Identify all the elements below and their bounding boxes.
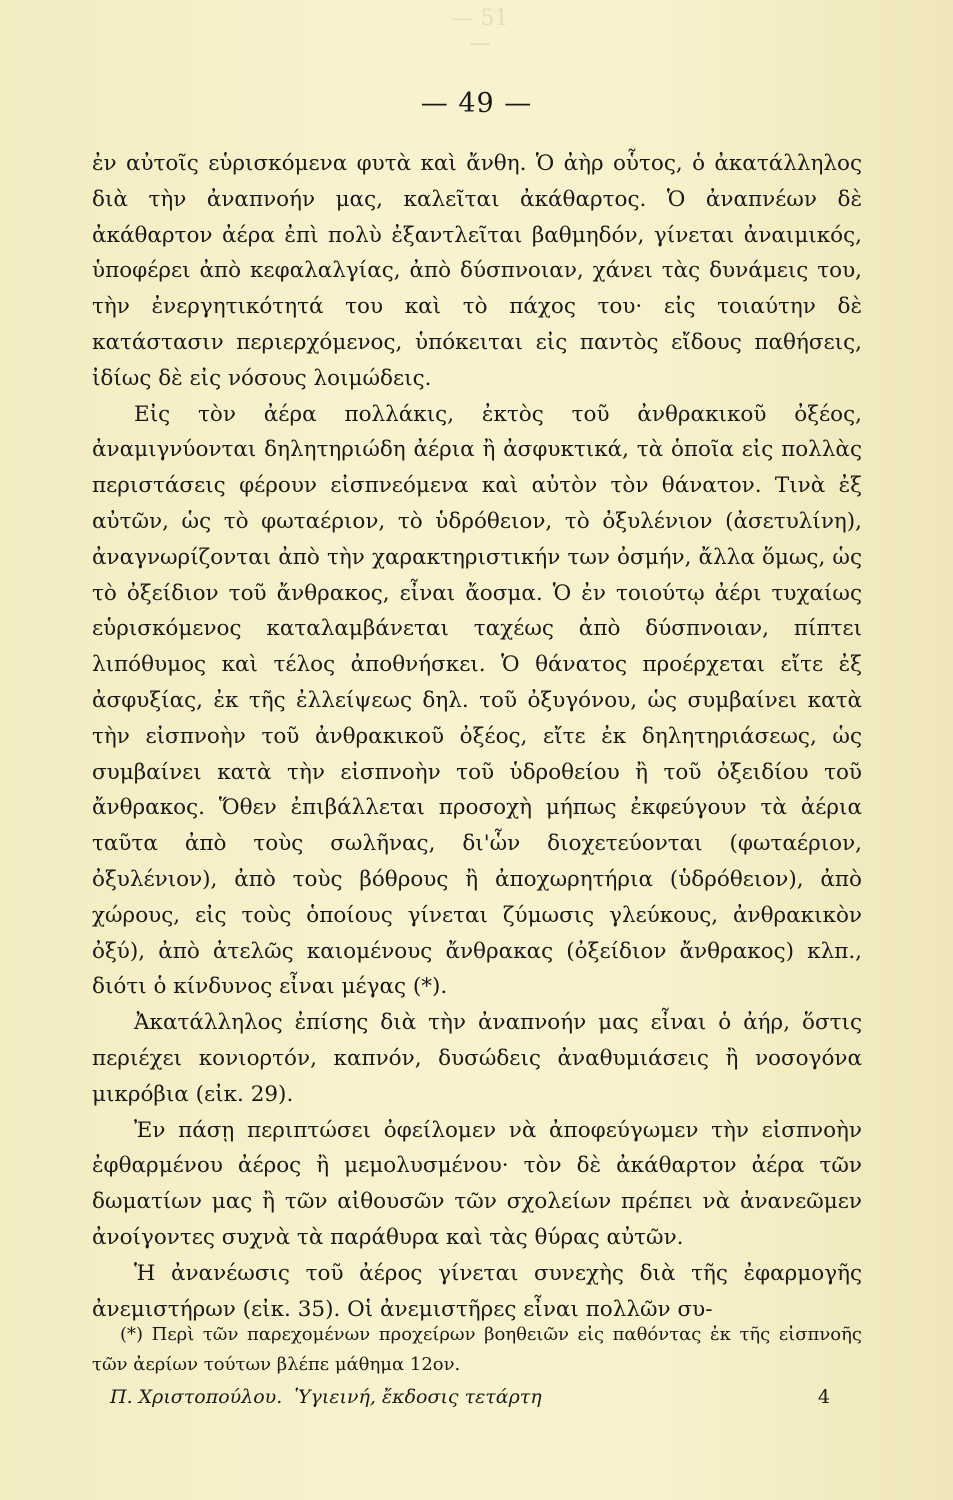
paragraph: Εἰς τὸν ἀέρα πολλάκις, ἐκτὸς τοῦ ἀνθρακικοῦ ὀξέος, ἀναμιγνύονται δηλητηριώδη ἀέρια ἢ ἀσφυκτικά, τὰ ὁποῖα εἰς πολλὰς περιστάσεις φέρουν εἰσπνεόμενα καὶ αὐτὸν τὸν θάνατον. Τινὰ ἐξ αὐτῶν, ὡς τὸ φωταέριον, τὸ ὑδρόθειον, τὸ ὀξυλένιον (ἀσετυλίνη), ἀναγνωρίζονται ἀπὸ τὴν χαρακτηριστικήν των ὀσμήν, ἄλλα ὅμως, ὡς τὸ ὀξείδιον τοῦ ἄνθρακος, εἶναι ἄοσμα. Ὁ ἐν τοιούτῳ ἀέρι τυχαίως εὑρισκόμενος καταλαμβάνεται ταχέως ἀπὸ δύσπνοιαν, πίπτει λιπόθυμος καὶ τέλος ἀποθνήσκει. Ὁ θάνατος προέρχεται εἴτε ἐξ ἀσφυξίας, ἐκ τῆς ἐλλείψεως δηλ. τοῦ ὀξυγόνου, ὡς συμβαίνει κατὰ τὴν εἰσπνοὴν τοῦ ἀνθρακικοῦ ὀξέος, εἴτε ἐκ δηλητηριάσεως, ὡς συμβαίνει κατὰ τὴν εἰσπνοὴν τοῦ ὑδροθείου ἢ τοῦ ὀξειδίου τοῦ ἄνθρακος. Ὅθεν ἐπιβάλλεται προσοχὴ μήπως ἐκφεύγουν τὰ ἀέρια ταῦτα ἀπὸ τοὺς σωλῆνας, δι'ὧν διοχετεύονται (φωταέριον, ὀξυλένιον), ἀπὸ τοὺς βόθρους ἢ ἀποχωρητήρια (ὑδρόθειον), ἀπὸ χώρους, εἰς τοὺς ὁποίους γίνεται ζύμωσις γλεύκους, ἀνθρακικὸν ὀξύ), ἀπὸ ἀτελῶς καιομένους ἄνθρακας (ὀξείδιον ἄνθρακος) κλπ., διότι ὁ κίνδυνος εἶναι μέγας (*). <box>92 401 862 1000</box>
footer-author: Π. Χριστοπούλου. <box>110 1386 283 1408</box>
signature-number: 4 <box>817 1386 830 1408</box>
page-footer <box>110 1386 830 1408</box>
footer-title: Ὑγιεινή, ἔκδοσις τετάρτη <box>294 1386 542 1408</box>
paragraph: ἐν αὐτοῖς εὑρισκόμενα φυτὰ καὶ ἄνθη. Ὁ ἀὴρ οὗτος, ὁ ἀκατάλληλος διὰ τὴν ἀναπνοήν μας, καλεῖται ἀκάθαρτος. Ὁ ἀναπνέων δὲ ἀκάθαρτον ἀέρα ἐπὶ πολὺ ἐξαντλεῖται βαθμηδόν, γίνεται ἀναιμικός, ὑποφέρει ἀπὸ κεφαλαλγίας, ἀπὸ δύσπνοιαν, χάνει τὰς δυνάμεις του, τὴν ἐνεργητικότητά του καὶ τὸ πάχος του· εἰς τοιαύτην δὲ κατάστασιν περιερχόμενος, ὑπόκειται εἰς παντὸς εἴδους παθήσεις, ἰδίως δὲ εἰς νόσους λοιμώδεις. <box>92 151 862 391</box>
paragraph: Ἡ ἀνανέωσις τοῦ ἀέρος γίνεται συνεχὴς διὰ τῆς ἐφαρμογῆς ἀνεμιστήρων (εἰκ. 35). Οἱ ἀνεμιστῆρες εἶναι πολλῶν συ- <box>92 1260 862 1322</box>
paragraph: Ἐν πάσῃ περιπτώσει ὀφείλομεν νὰ ἀποφεύγωμεν τὴν εἰσπνοὴν ἐφθαρμένου ἀέρος ἢ μεμολυσμένου· τὸν δὲ ἀκάθαρτον ἀέρα τῶν δωματίων μας ἢ τῶν αἰθουσῶν τῶν σχολείων πρέπει νὰ ἀνανεῶμεν ἀνοίγοντες συχνὰ τὰ παράθυρα καὶ τὰς θύρας αὐτῶν. <box>92 1117 862 1250</box>
footnotes <box>92 1320 862 1380</box>
footnote: (*) Περὶ τῶν παρεχομένων προχείρων βοηθειῶν εἰς παθόντας ἐκ τῆς εἰσπνοῆς τῶν ἀερίων τούτων βλέπε μάθημα 12ον. <box>92 1324 862 1375</box>
paragraph: Ἀκατάλληλος ἐπίσης διὰ τὴν ἀναπνοήν μας εἶναι ὁ ἀήρ, ὅστις περιέχει κονιορτόν, καπνόν, δυσώδεις ἀναθυμιάσεις ἢ νοσογόνα μικρόβια (εἰκ. 29). <box>92 1010 862 1107</box>
page-number: — 49 — <box>420 88 533 119</box>
bleed-through-header: — 51 — <box>451 6 509 56</box>
body-text <box>92 146 862 1327</box>
